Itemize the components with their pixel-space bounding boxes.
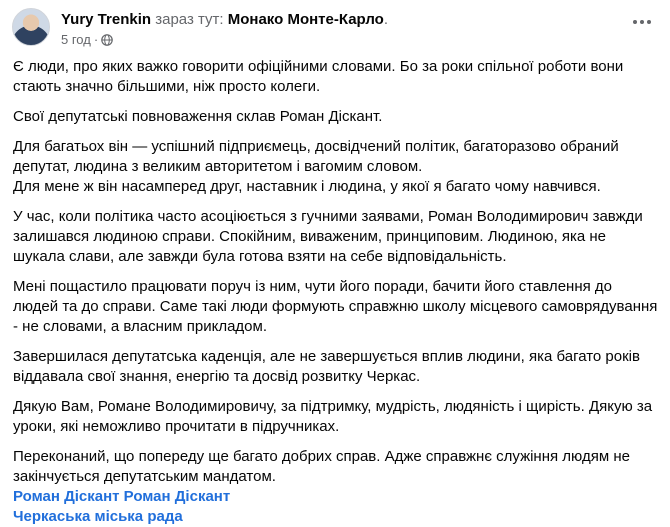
post-paragraph: У час, коли політика часто асоціюється з гучними заявами, Роман Володимирович завжди залишався людиною справи. Спокійним, виваженим, принциповим. Людиною, яка не шукала слави, але завжди була готова взяти на себе відповідальність. <box>13 208 643 265</box>
post-paragraph: Мені пощастило працювати поруч із ним, чути його поради, бачити його ставлення до людей та до справи. Саме такі люди формують справжню школу місцевого самоврядування - не словами, а власним прикладом. <box>13 278 658 335</box>
post-paragraph: Є люди, про яких важко говорити офіційними словами. Бо за роки спільної роботи вони стають значно більшими, ніж просто колеги. <box>13 58 624 95</box>
meta-separator: · <box>93 32 99 47</box>
post-paragraph: Свої депутатські повноваження склав Роман Діскант. <box>13 108 383 125</box>
location-prefix: зараз тут: <box>155 11 224 28</box>
location-link[interactable]: Монако Монте-Карло <box>227 11 384 28</box>
globe-icon <box>101 34 113 50</box>
post-timestamp[interactable]: 5 год <box>61 32 91 47</box>
post-paragraph: Дякую Вам, Романе Володимировичу, за підтримку, мудрість, людяність і щирість. Дякую за уроки, які неможливо прочитати в підручниках. <box>13 398 653 435</box>
tag-link-city-council[interactable]: Черкаська міська рада <box>13 508 183 525</box>
more-dots-icon <box>633 20 637 24</box>
post-paragraph: Переконаний, що попереду ще багато добрих справ. Адже справжнє служіння людям не закінчується депутатським мандатом. <box>13 448 630 485</box>
author-line <box>61 11 388 29</box>
post-paragraph: Завершилася депутатська каденція, але не завершується вплив людини, яка багато років віддавала свої знання, енергію та досвід розвитку Черкас. <box>13 348 640 385</box>
tag-link-roman-diskant[interactable]: Роман Діскант Роман Діскант <box>13 488 231 505</box>
avatar[interactable] <box>12 8 50 46</box>
more-options-button[interactable] <box>628 12 656 32</box>
post-body <box>13 57 661 527</box>
location-period: . <box>383 11 388 28</box>
post-meta <box>61 32 113 50</box>
post-paragraph: Для багатьох він — успішний підприємець, досвідчений політик, багаторазово обраний депутат, людина з великим авторитетом і вагомим словом. Для мене ж він насамперед друг, наставник і людина, у якої я багато чому навчився. <box>13 138 619 195</box>
author-name[interactable]: Yury Trenkin <box>61 11 152 28</box>
